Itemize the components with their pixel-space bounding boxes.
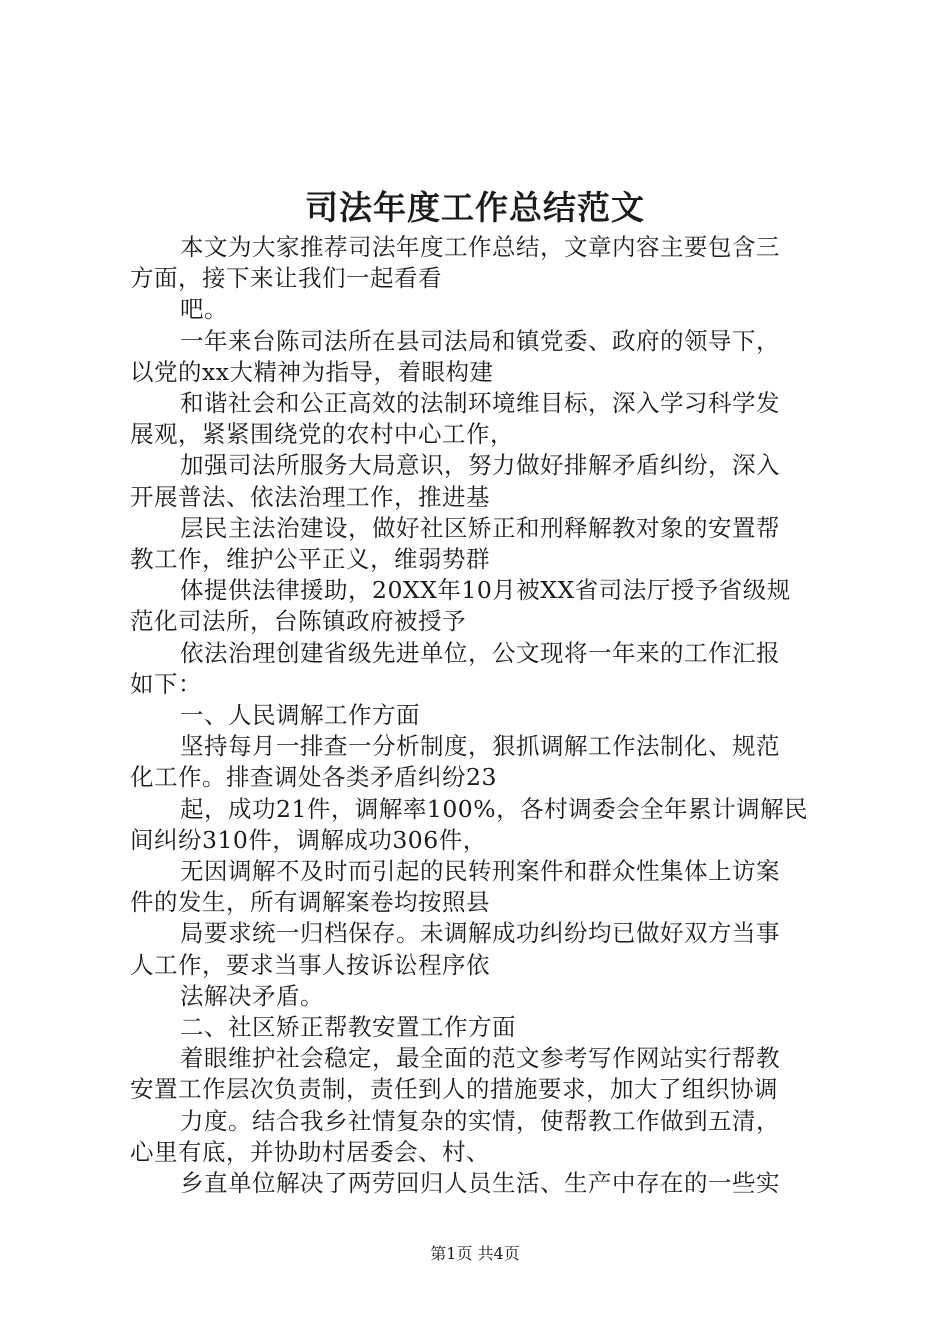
document-title: 司法年度工作总结范文	[305, 188, 645, 227]
paragraph-line: 件的发生，所有调解案卷均按照县	[130, 888, 490, 917]
paragraph-line: 本文为大家推荐司法年度工作总结，文章内容主要包含三	[180, 233, 780, 261]
paragraph-line: 无因调解不及时而引起的民转刑案件和群众性集体上访案	[180, 857, 780, 886]
document-body	[130, 232, 832, 1199]
paragraph-line: 如下：	[130, 669, 202, 698]
paragraph-line: 一年来台陈司法所在县司法局和镇党委、政府的领导下，	[180, 326, 780, 355]
paragraph-line: 人工作，要求当事人按诉讼程序依	[130, 950, 490, 979]
paragraph-line: 间纠纷310件，调解成功306件，	[130, 825, 487, 854]
page-footer: 第1页 共4页	[430, 1244, 520, 1263]
paragraph-line: 范化司法所，台陈镇政府被授予	[130, 607, 466, 636]
paragraph-line: 坚持每月一排查一分析制度，狠抓调解工作法制化、规范	[180, 732, 780, 761]
paragraph-line: 法解决矛盾。	[180, 981, 324, 1010]
paragraph-line: 依法治理创建省级先进单位，公文现将一年来的工作汇报	[180, 638, 780, 667]
paragraph-line: 体提供法律援助，20XX年10月被XX省司法厅授予省级规	[180, 576, 791, 605]
paragraph-line: 展观，紧紧围绕党的农村中心工作，	[130, 420, 514, 449]
paragraph-line: 化工作。排查调处各类矛盾纠纷23	[130, 763, 497, 792]
paragraph-line: 着眼维护社会稳定，最全面的范文参考写作网站实行帮教	[180, 1044, 780, 1073]
paragraph-line: 起，成功21件，调解率100%，各村调委会全年累计调解民	[180, 794, 809, 823]
paragraph-line: 层民主法治建设，做好社区矫正和刑释解教对象的安置帮	[180, 513, 780, 542]
paragraph-line: 乡直单位解决了两劳回归人员生活、生产中存在的一些实	[180, 1169, 780, 1198]
paragraph-line: 和谐社会和公正高效的法制环境维目标，深入学习科学发	[180, 389, 780, 418]
paragraph-line: 加强司法所服务大局意识，努力做好排解矛盾纠纷，深入	[180, 451, 780, 480]
paragraph-line: 一、人民调解工作方面	[180, 701, 420, 730]
paragraph-line: 方面，接下来让我们一起看看	[130, 264, 442, 293]
paragraph-line: 二、社区矫正帮教安置工作方面	[180, 1013, 516, 1042]
paragraph-line: 开展普法、依法治理工作，推进基	[130, 482, 490, 511]
paragraph-line: 局要求统一归档保存。未调解成功纠纷均已做好双方当事	[180, 919, 780, 948]
paragraph-line: 心里有底，并协助村居委会、村、	[130, 1137, 490, 1166]
paragraph-line: 教工作，维护公平正义，维弱势群	[130, 545, 490, 574]
paragraph-line: 以党的xx大精神为指导，着眼构建	[130, 357, 494, 386]
paragraph-line: 安置工作层次负责制，责任到人的措施要求，加大了组织协调	[130, 1075, 778, 1104]
paragraph-line: 吧。	[180, 295, 228, 324]
paragraph-line: 力度。结合我乡社情复杂的实情，使帮教工作做到五清，	[180, 1106, 780, 1135]
